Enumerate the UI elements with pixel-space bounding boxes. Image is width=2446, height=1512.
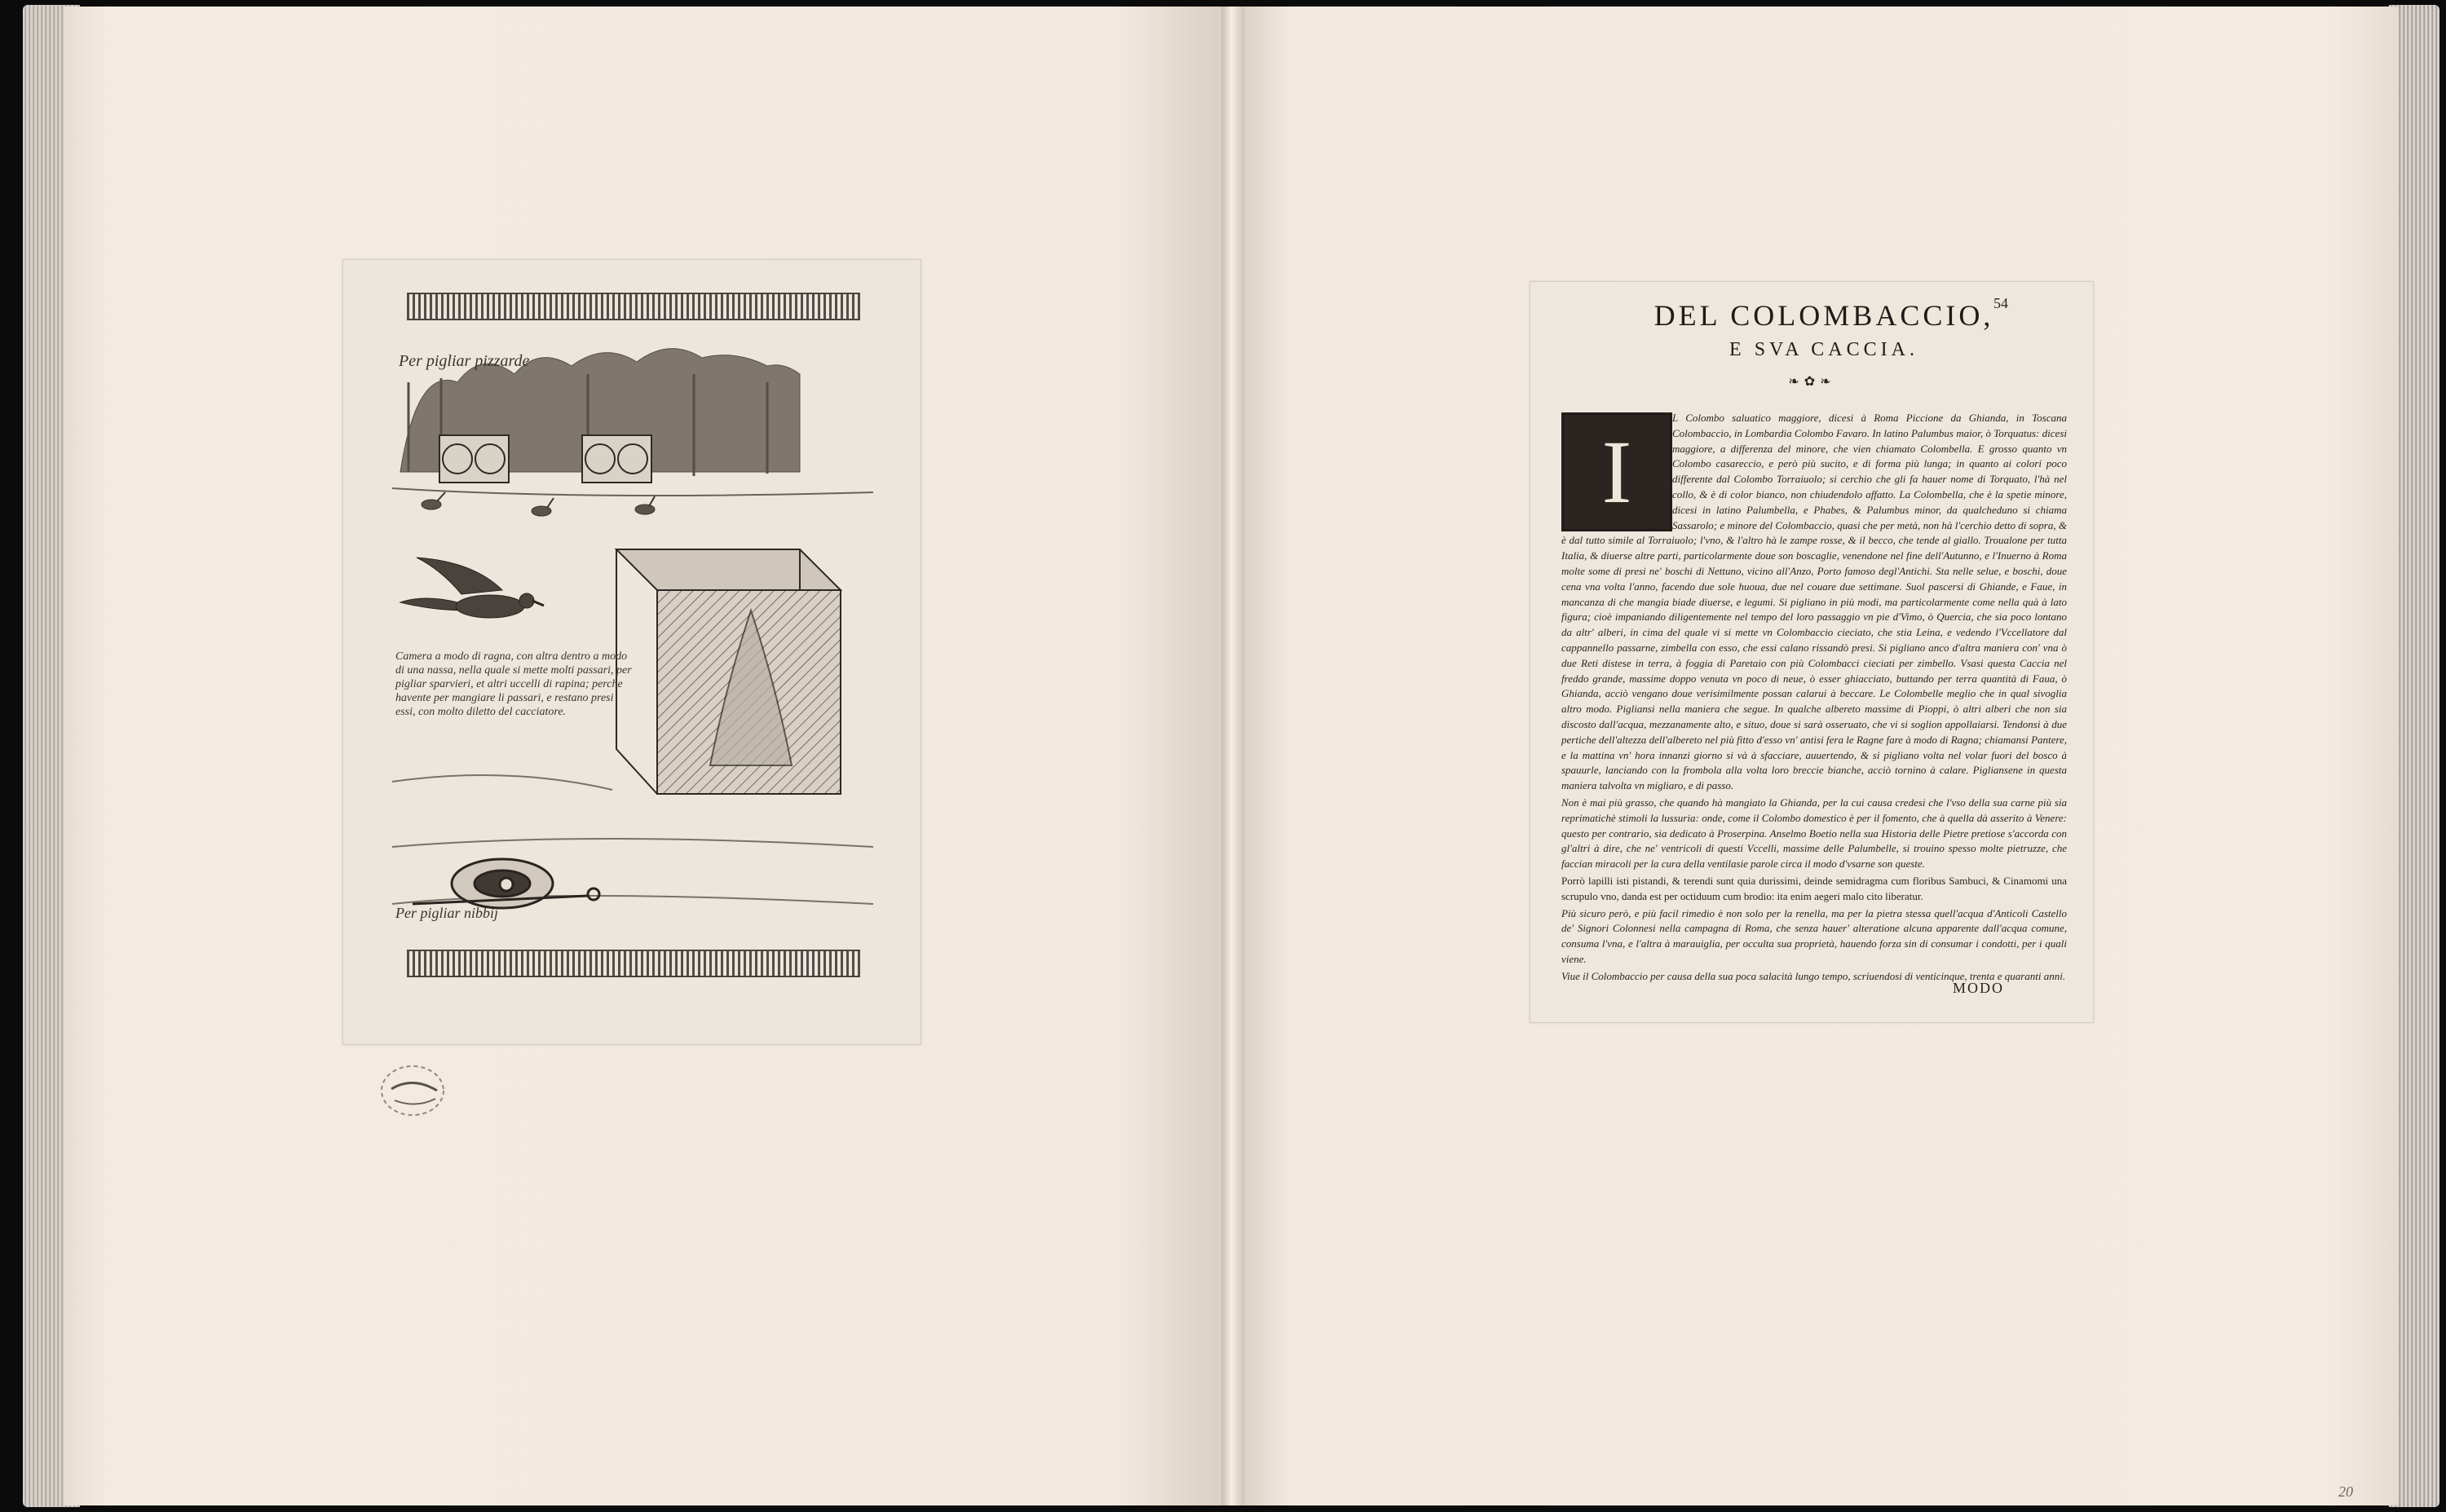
- ground: [392, 488, 873, 496]
- engraving-plate: [342, 259, 921, 1045]
- book-gutter: [1221, 7, 1244, 1505]
- decorated-initial: I: [1561, 412, 1672, 531]
- pencil-page-number: 20: [2338, 1483, 2353, 1500]
- body-text: [1561, 411, 2067, 985]
- catchword: MODO: [1953, 980, 2005, 996]
- paragraph-5: Viue il Colombaccio per causa della sua poca salacità lungo tempo, scriuendosi di venticinque, trenta e quaranti anni.: [1561, 969, 2066, 982]
- caption-top: Per pigliar pizzarde: [399, 352, 530, 370]
- initial-spacer: [1561, 411, 1672, 528]
- bird-of-prey: [400, 558, 544, 618]
- caption-middle: Camera a modo di ragna, con altra dentro a modo di una nassa, nella quale si mette molti passari, per pigliar sparvieri, et altri uccelli di rapina; perche havente per mangiare li passari, e restano presi essi, con molto diletto del cacciatore.: [395, 650, 632, 718]
- caption-bottom: Per pigliar nibbij: [395, 905, 498, 921]
- page-subtitle: E SVA CACCIA.: [1729, 339, 1918, 360]
- paragraph-2: Non è mai più grasso, che quando hà mangiato la Ghianda, per la cui causa credesi che l'vso della sua carne più sia reprimatichè stimoli la lussuria: onde, come il Colombo domestico è per il fomento, che à quella dà asserito à Venere: questo per contrario, sia dedicato à Proserpina. Anselmo Boetio nella sua Historia delle Pietre pretiose s'accorda con gl'altri à dire, che ne' ventricoli di questi Vccelli, massime delle Palumbelle, si trouino spesso molte pietruzze, che faccian miracoli per la cura della ventilasie parole circa il modo d'vsarne son queste.: [1561, 796, 2067, 871]
- paragraph-1: L Colombo saluatico maggiore, dicesi à Roma Piccione da Ghianda, in Toscana Colombaccio, in Lombardia Colombo Favaro. In latino Palumbus maior, ò Torquatus: dicesi maggiore, a differenza del minore, che vien chiamato Colombella. E grosso quanto vn Colombo casareccio, e però più sucito, e di forma più lunga; in quanto ai colori poco differente dal Colombo Torraiuolo; si cerchio che gli fa hauer nome di Torquato, l'hà nel collo, & è di color bianco, non chiudendolo affatto. La Colombella, che è la spetie minore, dicesi in latino Palumbella, e Phabes, & Palumbus minor, da qualcheduno si chiama Sassarolo; e minore del Colombaccio, quasi che per metà, non hà l'cerchio detto di sopra, & è dal tutto simile al Torraiuolo; l'vno, & l'altro hà le zampe rosse, & il becco, che tende al giallo. Troualone per tutta Italia, & diuerse altre parti, particolarmente doue son boscaglie, venendone nel fine dell'Autunno, e l'Inuerno à Roma molte some di presi ne' boschi di Nettuno, vicino all'Anzo, Porto famoso degl'Antichi. Sta nelle selue, e boschi, doue cena vna volta l'anno, facendo due sole huoua, due nel couare due settimane. Suol pascersi di Ghiande, e Faue, in mancanza di che mangia biade diuerse, e legumi. Si pigliano in più modi, ma particolarmente come nella quà à lato figura; cioè impaniando diligentemente nel tempo del loro passaggio vn pie d'Vimo, ò Quercia, che sia poco lontano da altr' alberi, in cima del quale vi si mette vn Colombaccio cieciato, che stia Leina, e vedendo l'Vccellatore dal cappannello passarne, zimbella con esso, che essi calano rissandò presi. Si pigliano anco d'altra maniera con' vna ò due Reti distese in terra, à foggia di Paretaio con più Colombacci cieciati per zimbello. Vsasi questa Caccia nel freddo grande, massime doppo venuta vn poco di neue, ò esser ghiacciato, buttando per terra quantità di Faua, ò Ghianda, acciò vengano doue verisimilmente possan calarui à beccare. Le Colombelle meglio che in qual sivoglia altro modo. Pigliansi nella maniera che segue. In qualche albereto massime di Pioppi, ò altri alberi che non sia discosto dall'acqua, mezzanamente alto, e situo, doue si sarà osseruato, che vi si soglion appollaiarsi. Tendonsi à due pertiche dell'altezza dell'albereto nel più fitto d'esso vn' antisi fera le Ragne fare à modo di Ragna; chiamansi Pantere, e la mattina vn' hora innanzi giorno si và à sfacciare, auuertendo, & si pigliano volta nel volar fuori del bosco à spauurle, lanciando con la frombola alla volta loro breccie bianche, acciò tornino à calare. Pigliansene in questa maniera talvolta vn migliaro, e di passo.: [1561, 412, 2067, 792]
- net-cage: [616, 549, 841, 794]
- paragraph-3: Porrò lapilli isti pistandi, & terendi sunt quia durissimi, deinde semidragma cum floribus Sambuci, & Cinamomi una scrupulo vno, danda est per octiduum cum brodio: ita enim aegeri malo cito liberatur.: [1561, 874, 2067, 902]
- text-plate: [1530, 281, 2094, 1023]
- page-title: DEL COLOMBACCIO,: [1653, 299, 1994, 332]
- paragraph-4: Più sicuro però, e più facil rimedio è non solo per la renella, ma per la pietra stessa quell'acqua d'Anticoli Castello de' Signori Colonnesi nella campagna di Roma, che senza hauer' alteratione alcuna apparente dall'acqua comune, consuma l'vna, e l'altra à marauiglia, per occulta sua proprietà, hauendo forza sin di consumar i condotti, per i quali viene.: [1561, 906, 2067, 965]
- bottom-fleuron-band: [407, 950, 860, 977]
- ornament-glyph: ❧ ✿ ❧: [1788, 375, 1832, 389]
- folio-number: 54: [1993, 295, 2008, 311]
- library-stamp: [375, 1051, 453, 1125]
